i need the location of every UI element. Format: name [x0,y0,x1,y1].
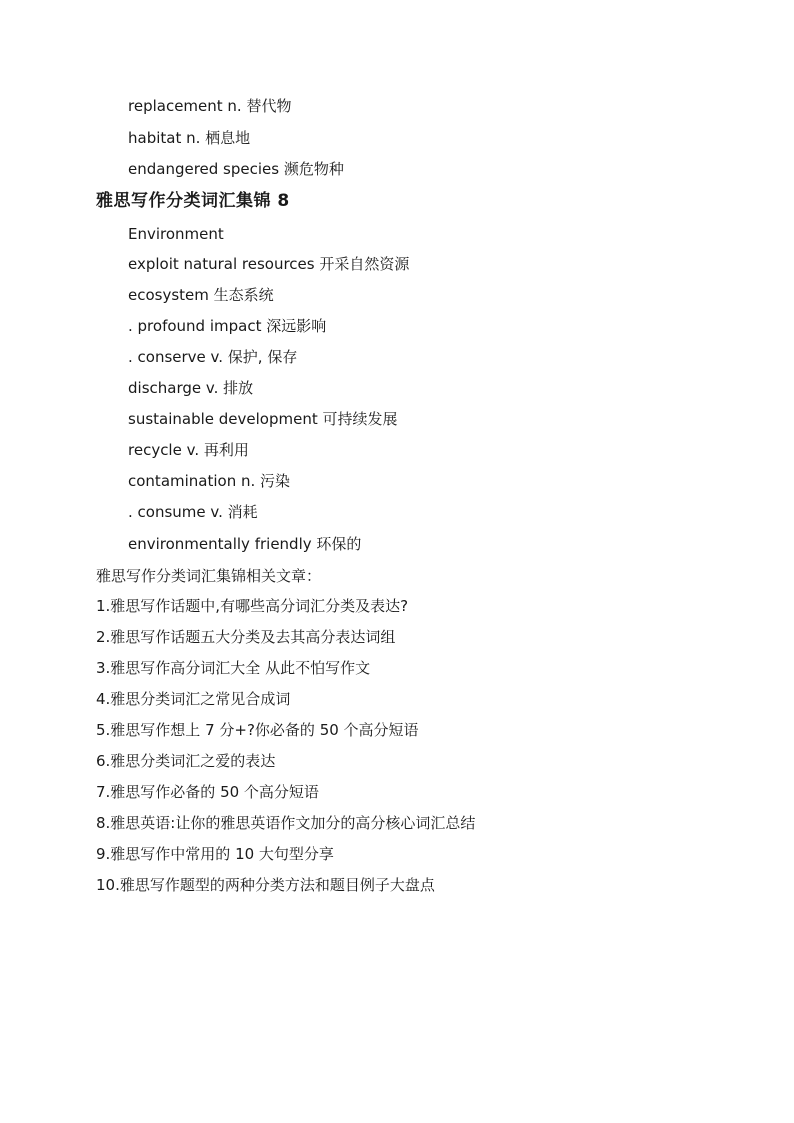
related-article-link-10[interactable]: 10.雅思写作题型的两种分类方法和题目例子大盘点 [96,876,435,894]
related-article-link-4[interactable]: 4.雅思分类词汇之常见合成词 [96,690,291,708]
vocab-category-environment: Environment [128,225,224,243]
vocab-item-conserve: . conserve v. 保护, 保存 [128,348,298,366]
related-article-link-3[interactable]: 3.雅思写作高分词汇大全 从此不怕写作文 [96,659,371,677]
vocab-item-discharge: discharge v. 排放 [128,379,254,397]
vocab-item-endangered-species: endangered species 濒危物种 [128,160,344,178]
vocab-item-profound-impact: . profound impact 深远影响 [128,317,327,335]
vocab-item-environmentally-friendly: environmentally friendly 环保的 [128,535,362,553]
vocab-item-consume: . consume v. 消耗 [128,503,258,521]
vocab-item-habitat: habitat n. 栖息地 [128,129,251,147]
vocab-item-replacement: replacement n. 替代物 [128,97,292,115]
related-articles-heading: 雅思写作分类词汇集锦相关文章： [96,567,322,585]
vocab-item-sustainable-development: sustainable development 可持续发展 [128,410,398,428]
vocab-item-contamination: contamination n. 污染 [128,472,291,490]
related-article-link-6[interactable]: 6.雅思分类词汇之爱的表达 [96,752,276,770]
vocab-item-exploit-natural-resources: exploit natural resources 开采自然资源 [128,255,410,273]
related-article-link-8[interactable]: 8.雅思英语:让你的雅思英语作文加分的高分核心词汇总结 [96,814,476,832]
vocab-item-recycle: recycle v. 再利用 [128,441,249,459]
related-article-link-1[interactable]: 1.雅思写作话题中,有哪些高分词汇分类及表达? [96,597,409,615]
related-article-link-2[interactable]: 2.雅思写作话题五大分类及去其高分表达词组 [96,628,396,646]
related-article-link-9[interactable]: 9.雅思写作中常用的 10 大句型分享 [96,845,334,863]
related-article-link-7[interactable]: 7.雅思写作必备的 50 个高分短语 [96,783,319,801]
vocab-item-ecosystem: ecosystem 生态系统 [128,286,274,304]
related-article-link-5[interactable]: 5.雅思写作想上 7 分+?你必备的 50 个高分短语 [96,721,419,739]
section-title: 雅思写作分类词汇集锦 8 [96,191,290,211]
